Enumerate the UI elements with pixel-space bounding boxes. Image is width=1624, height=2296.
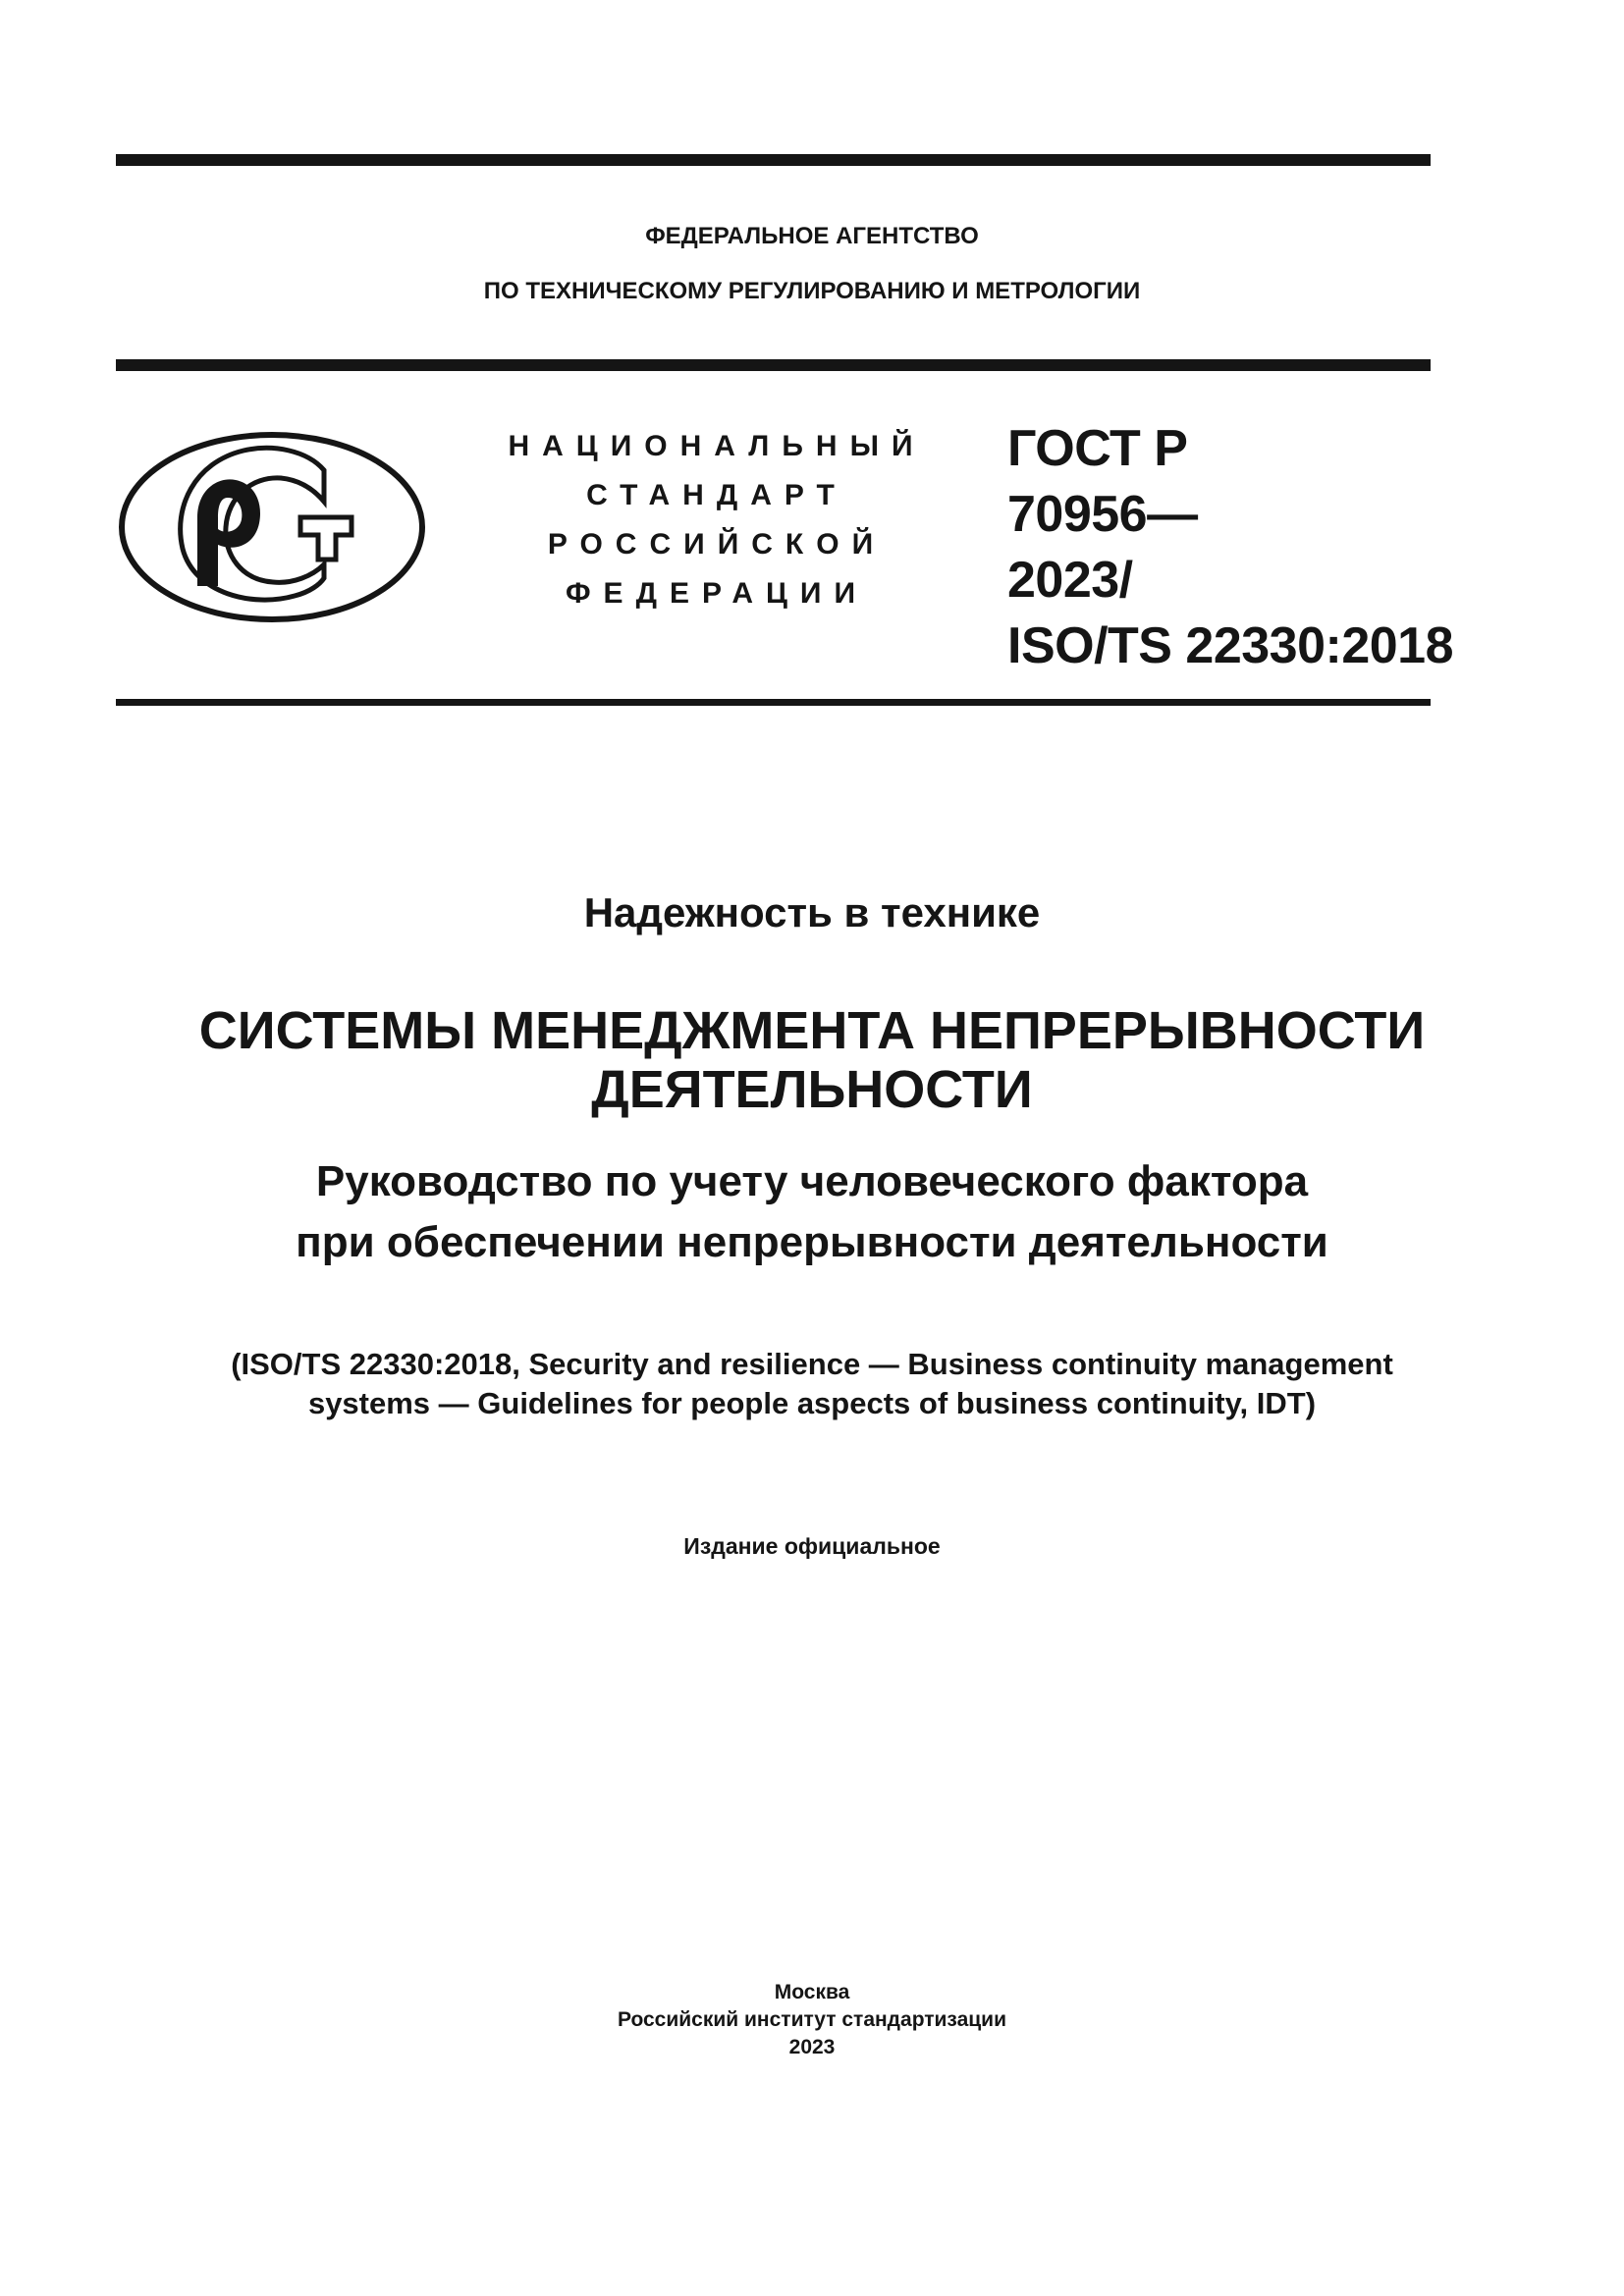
designation-line: 70956—	[1007, 486, 1198, 543]
category-title: Надежность в технике	[583, 889, 1041, 935]
edition-label: Издание официальное	[683, 1533, 941, 1559]
national-standard-line: РОССИЙСКОЙ	[547, 528, 887, 561]
designation-line: ISO/TS 22330:2018	[1007, 617, 1454, 674]
main-title-line-2: ДЕЯТЕЛЬНОСТИ	[591, 1060, 1033, 1119]
subtitle-line-2: при обеспечении непрерывности деятельности	[296, 1218, 1328, 1266]
standard-designation	[1007, 416, 1453, 679]
footer-year: 2023	[788, 2036, 836, 2058]
footer-city: Москва	[774, 1981, 850, 2003]
agency-line-2: ПО ТЕХНИЧЕСКОМУ РЕГУЛИРОВАНИЮ И МЕТРОЛОГИИ	[483, 278, 1141, 304]
top-rule	[116, 154, 1431, 166]
agency-line-1: ФЕДЕРАЛЬНОЕ АГЕНТСТВО	[645, 223, 979, 249]
footer-publisher: Российский институт стандартизации	[617, 2008, 1007, 2031]
header-rule	[116, 359, 1431, 371]
main-title-line-1: СИСТЕМЫ МЕНЕДЖМЕНТА НЕПРЕРЫВНОСТИ	[198, 1001, 1426, 1060]
designation-line: 2023/	[1007, 552, 1133, 609]
original-reference-line-1: (ISO/TS 22330:2018, Security and resilience — Business continuity management	[231, 1347, 1393, 1381]
national-standard-line: СТАНДАРТ	[586, 479, 847, 511]
designation-line: ГОСТ Р	[1007, 420, 1188, 477]
rst-gost-logo-icon	[116, 429, 428, 625]
national-standard-label	[491, 422, 943, 618]
national-standard-line: НАЦИОНАЛЬНЫЙ	[508, 430, 926, 462]
subtitle-line-1: Руководство по учету человеческого фактора	[315, 1157, 1309, 1205]
original-reference-line-2: systems — Guidelines for people aspects of business continuity, IDT)	[307, 1386, 1317, 1420]
designation-rule	[116, 699, 1431, 706]
national-standard-line: ФЕДЕРАЦИИ	[565, 577, 869, 610]
